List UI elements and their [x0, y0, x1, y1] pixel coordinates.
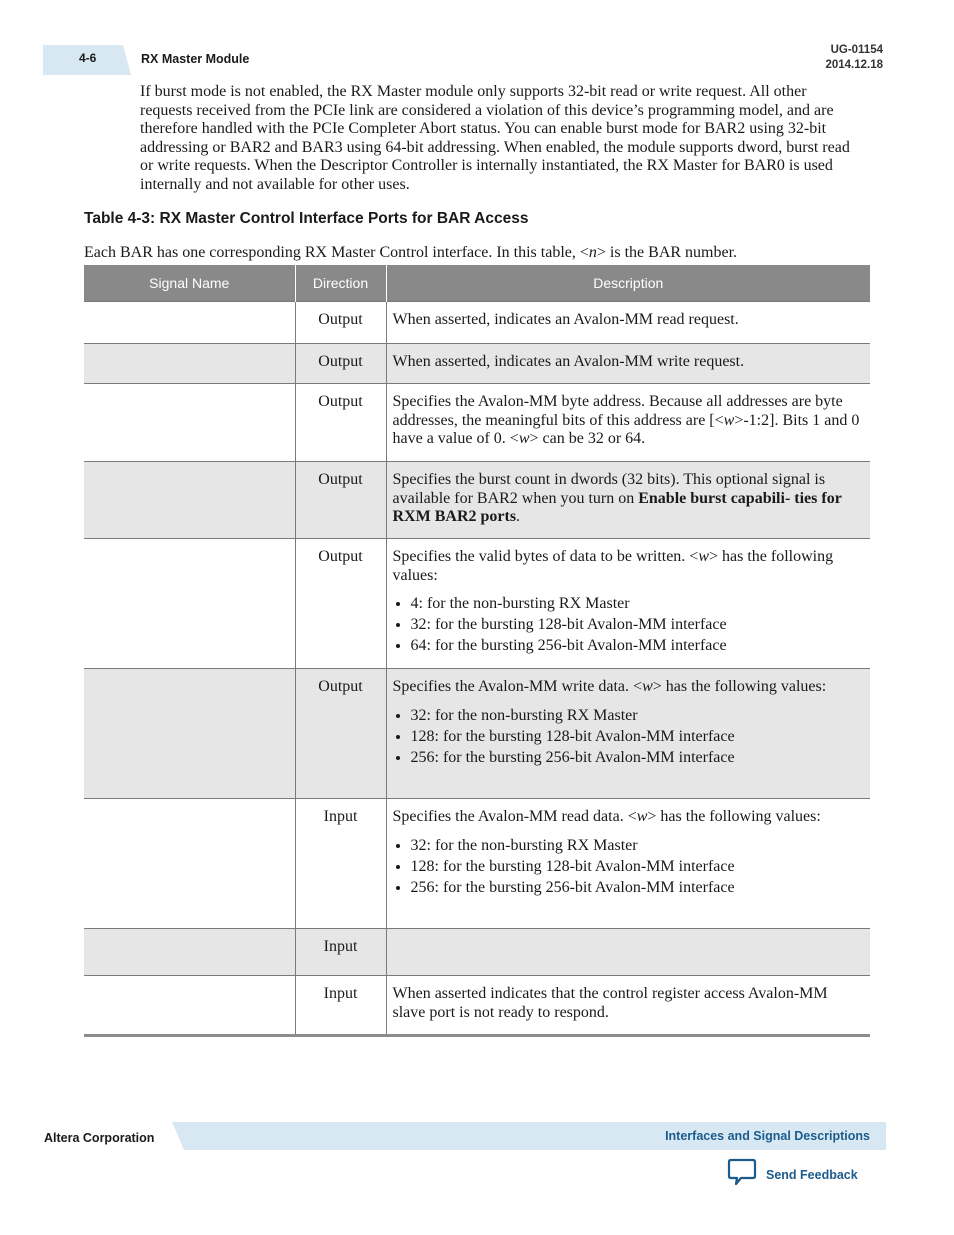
doc-info [825, 43, 883, 73]
col-header-description: Description [386, 265, 870, 302]
list-item: • 64: for the bursting 256-bit Avalon-MM interface [411, 635, 865, 656]
direction-cell: Output [295, 539, 386, 669]
table-row [84, 669, 870, 799]
list-item: • 256: for the bursting 256-bit Avalon-MM interface [411, 877, 865, 898]
bullet-list [393, 835, 865, 898]
direction-cell: Output [295, 669, 386, 799]
list-item: • 32: for the bursting 128-bit Avalon-MM interface [411, 614, 865, 635]
send-feedback-label: Send Feedback [766, 1167, 858, 1182]
table-row [84, 384, 870, 462]
description-cell: Specifies the valid bytes of data to be written. <w> has the following values: • 4: for the non-bursting RX Master • 32: for the bursting 128-bit Avalon-MM interface • 64: for the bursting 256-bit Avalon-MM interface [386, 539, 870, 669]
table-row [84, 929, 870, 976]
description-cell: When asserted, indicates an Avalon-MM read request. [386, 302, 870, 344]
speech-bubble-icon [727, 1158, 757, 1191]
table-row [84, 799, 870, 929]
description-cell: When asserted indicates that the control register access Avalon-MM slave port is not ready to respond. [386, 976, 870, 1036]
list-item: • 256: for the bursting 256-bit Avalon-MM interface [411, 747, 865, 768]
table-intro: Each BAR has one corresponding RX Master Control interface. In this table, <n> is the BAR number. [84, 244, 738, 261]
list-item: • 32: for the non-bursting RX Master [411, 835, 865, 856]
doc-id: UG-01154 [830, 44, 883, 56]
list-item: • 4: for the non-bursting RX Master [411, 593, 865, 614]
running-section-title: RX Master Module [141, 52, 250, 66]
intro-paragraph: If burst mode is not enabled, the RX Master module only supports 32-bit read or write request. All other requests received from the PCIe link are considered a violation of this device’s programming model, and are therefore handled with the PCIe Completer Abort status. You can enable burst mode for BAR2 using 32-bit addressing or BAR2 and BAR3 using 64-bit addressing. When enabled, the module supports dword, burst read or write requests. When the Descriptor Controller is internally instantiated, the RX Master for BAR0 is used internally and not available for other uses. [140, 83, 850, 193]
signal-cell [84, 799, 295, 929]
list-item: • 128: for the bursting 128-bit Avalon-MM interface [411, 856, 865, 877]
signal-cell [84, 462, 295, 539]
table-row [84, 344, 870, 384]
col-header-direction: Direction [295, 265, 386, 302]
signal-cell [84, 539, 295, 669]
description-cell: Specifies the Avalon-MM read data. <w> has the following values: • 32: for the non-bursting RX Master • 128: for the bursting 128-bit Avalon-MM interface • 256: for the bursting 256-bit Avalon-MM interface [386, 799, 870, 929]
signal-cell [84, 669, 295, 799]
bullet-list [393, 705, 865, 768]
col-header-signal: Signal Name [84, 265, 295, 302]
table-row [84, 302, 870, 344]
direction-cell: Input [295, 929, 386, 976]
direction-cell: Output [295, 302, 386, 344]
footer-section-link[interactable]: Interfaces and Signal Descriptions [665, 1129, 870, 1143]
table-row [84, 462, 870, 539]
table-title: Table 4-3: RX Master Control Interface Ports for BAR Access [84, 210, 529, 227]
footer-company: Altera Corporation [44, 1131, 155, 1145]
direction-cell: Output [295, 462, 386, 539]
direction-cell: Input [295, 799, 386, 929]
signal-cell [84, 976, 295, 1036]
page-number: 4-6 [79, 51, 97, 65]
description-cell: When asserted, indicates an Avalon-MM write request. [386, 344, 870, 384]
table-row [84, 976, 870, 1036]
signal-cell [84, 302, 295, 344]
description-cell: Specifies the Avalon-MM byte address. Because all addresses are byte addresses, the meaningful bits of this address are [<w>-1:2]. Bits 1 and 0 have a value of 0. <w> can be 32 or 64. [386, 384, 870, 462]
list-item: • 32: for the non-bursting RX Master [411, 705, 865, 726]
direction-cell: Output [295, 384, 386, 462]
signal-cell [84, 344, 295, 384]
direction-cell: Output [295, 344, 386, 384]
bullet-list [393, 593, 865, 656]
ui-option-name: Enable burst capabili- ties for RXM BAR2 ports [392, 489, 842, 525]
doc-date: 2014.12.18 [825, 59, 883, 71]
table-row [84, 539, 870, 669]
description-cell: Specifies the Avalon-MM write data. <w> has the following values: • 32: for the non-bursting RX Master • 128: for the bursting 128-bit Avalon-MM interface • 256: for the bursting 256-bit Avalon-MM interface [386, 669, 870, 799]
signal-table [84, 265, 870, 1037]
signal-cell [84, 929, 295, 976]
description-cell [386, 929, 870, 976]
table-header-row [84, 265, 870, 302]
signal-cell [84, 384, 295, 462]
description-cell: Specifies the burst count in dwords (32 bits). This optional signal is available for BAR2 when you turn on Enable burst capabili- ties for RXM BAR2 ports. [386, 462, 870, 539]
direction-cell: Input [295, 976, 386, 1036]
list-item: • 128: for the bursting 128-bit Avalon-MM interface [411, 726, 865, 747]
send-feedback-link[interactable] [727, 1158, 858, 1191]
